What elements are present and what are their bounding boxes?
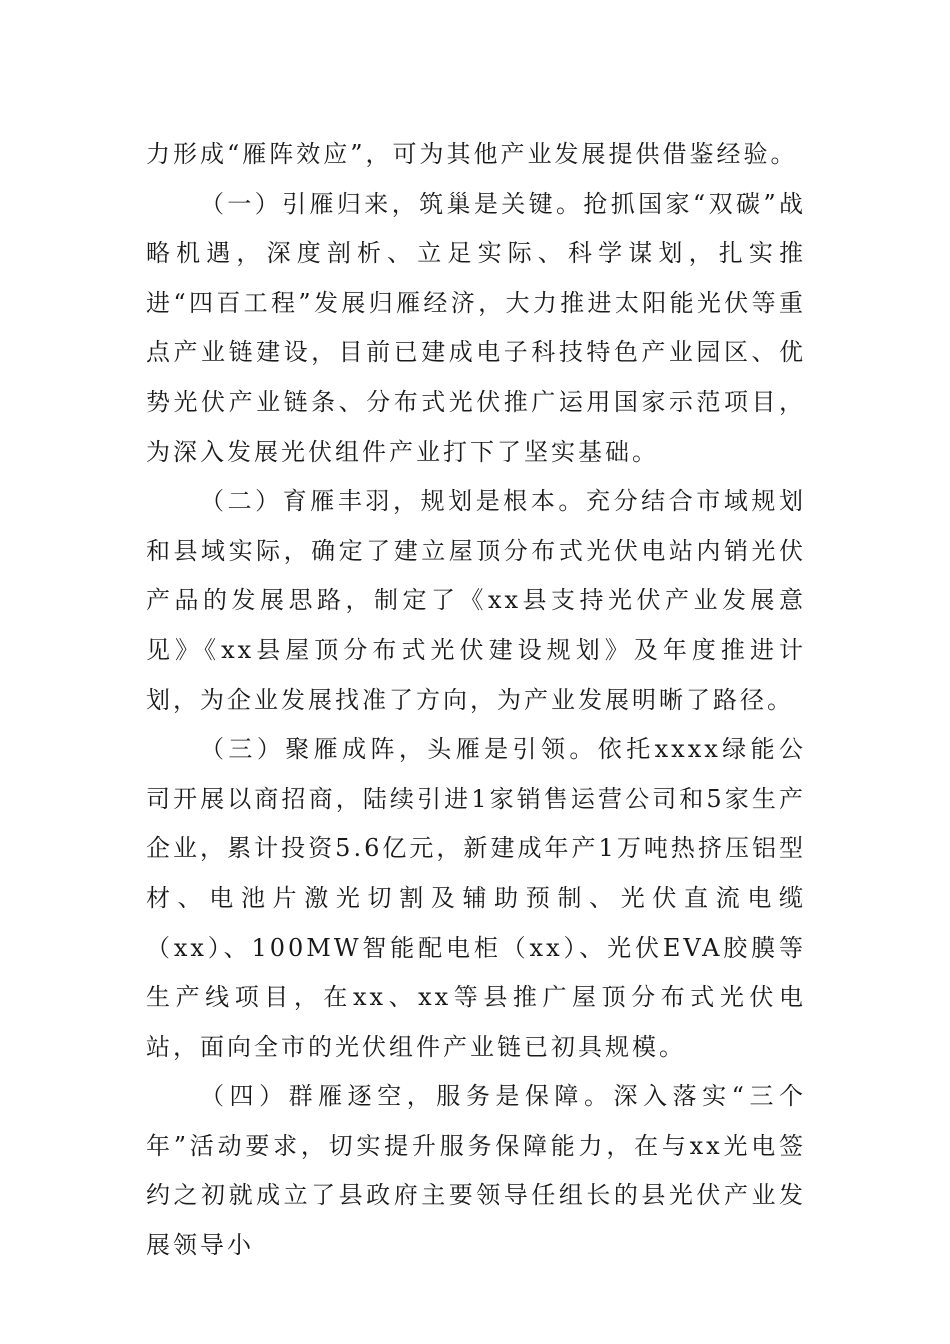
paragraph-section-1: （一）引雁归来，筑巢是关键。抢抓国家“双碳”战略机遇，深度剖析、立足实际、科学谋划，扎实推进“四百工程”发展归雁经济，大力推进太阳能光伏等重点产业链建设，目前已建成电子科技特色产业园区、优势光伏产业链条、分布式光伏推广运用国家示范项目，为深入发展光伏组件产业打下了坚实基础。 — [146, 189, 806, 466]
document-body — [146, 130, 806, 1271]
paragraph-section-3: （三）聚雁成阵，头雁是引领。依托xxxx绿能公司开展以商招商，陆续引进1家销售运营公司和5家生产企业，累计投资5.6亿元，新建成年产1万吨热挤压铝型材、电池片激光切割及辅助预制、光伏直流电缆（xx）、100MW智能配电柜（xx）、光伏EVA胶膜等生产线项目，在xx、xx等县推广屋顶分布式光伏电站，面向全市的光伏组件产业链已初具规模。 — [146, 735, 806, 1061]
paragraph-section-2: （二）育雁丰羽，规划是根本。充分结合市域规划和县域实际，确定了建立屋顶分布式光伏电站内销光伏产品的发展思路，制定了《xx县支持光伏产业发展意见》《xx县屋顶分布式光伏建设规划》及年度推进计划，为企业发展找准了方向，为产业发展明晰了路径。 — [146, 487, 806, 714]
paragraph-continuation: 力形成“雁阵效应”，可为其他产业发展提供借鉴经验。 — [146, 140, 798, 168]
paragraph-section-4: （四）群雁逐空，服务是保障。深入落实“三个年”活动要求，切实提升服务保障能力，在与xx光电签约之初就成立了县政府主要领导任组长的县光伏产业发展领导小 — [146, 1082, 806, 1260]
